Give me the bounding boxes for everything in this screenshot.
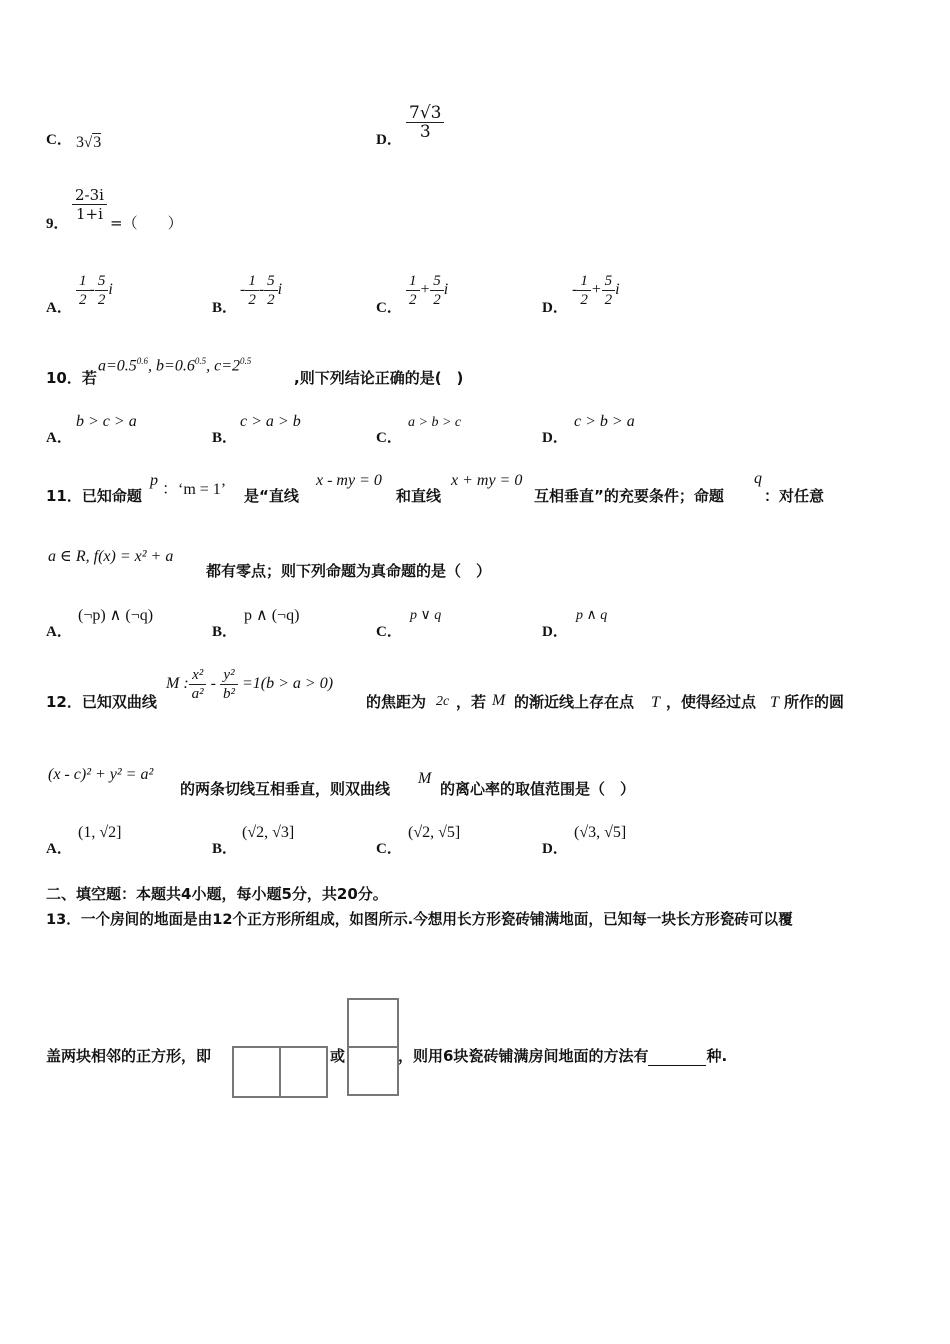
q9-denominator: 1+i [76,205,103,223]
q12-text-3: 的渐近线上存在点 [514,693,635,711]
q8-option-d-expr [406,104,444,141]
q13-or: 或 [330,1047,346,1065]
q10-option-b-label: B． [212,430,238,446]
q12-text-5: 所作的圆 [784,693,845,711]
q12-circle: (x - c)² + y² = a² [48,766,154,783]
q12-m-1: M [492,692,506,709]
q11-text-3: 互相垂直”的充要条件；命题 [534,487,724,505]
answer-blank[interactable] [648,1051,706,1066]
q12-option-a-expr: (1, √2] [78,824,122,841]
q10-option-a-label: A． [46,430,72,446]
q12-text-4: ，使得经过点 [666,693,757,711]
q8-d-numerator: 7√3 [406,104,444,123]
horizontal-tile-figure [232,1046,328,1098]
q8-option-c-label: C． [46,132,72,148]
q10-question: ,则下列结论正确的是( ) [294,369,464,387]
q9-option-d-expr: - $\frac{1}{2}$ + $\frac{5}{2}$ i [572,273,620,308]
q12-option-d-label: D． [542,841,568,857]
q11-line1: x - my = 0 [316,472,382,489]
q11-function-expr: a ∈ R, f(x) = x² + a [48,548,174,565]
q12-text-1: 的焦距为 [366,693,427,711]
q12-m-2: M [418,770,432,787]
q10-option-c-label: C． [376,430,402,446]
q11-text-1: 是“直线 [244,487,299,505]
q11-text-2: 和直线 [396,487,442,505]
q13-line-1: 13．一个房间的地面是由12个正方形所组成，如图所示.今想用长方形瓷砖铺满地面，已知每一块长方形瓷砖可以覆 [46,911,793,928]
q8-option-c-expr: 3√3 [76,134,102,151]
q9-option-a-expr: $\frac{1}{2}$ - $\frac{5}{2}$ i [76,272,113,309]
q9-option-c-label: C． [376,300,402,316]
section-2-title: 二、填空题：本题共4小题，每小题5分，共20分。 [46,885,388,903]
q12-t-2: T [770,694,779,711]
vertical-tile-figure [347,998,399,1096]
q12-option-a-label: A． [46,841,72,857]
q9-expression [72,186,107,223]
q11-text-4: ：对任意 [764,487,825,505]
q12-option-b-label: B． [212,841,238,857]
q13-line-2b-text: ，则用6块瓷砖铺满房间地面的方法有 [398,1047,649,1065]
tile-divider [349,1046,397,1048]
q11-option-d-label: D． [542,624,568,640]
q9-option-a-label: A． [46,300,72,316]
q12-option-c-expr: (√2, √5] [408,824,461,841]
q10-option-a-expr: b > c > a [76,413,137,430]
q10-expression: $a=0.5^{0.6}$, $b=0.6^{0.5}$, $c=2^{0.5}$ [98,356,252,375]
q10-option-c-expr: a > b > c [408,415,462,430]
q11-option-a-label: A． [46,624,72,640]
q8-d-denominator: 3 [419,122,431,142]
q11-option-c-expr: p ∨ q [410,608,442,623]
q11-p-condition: ：‘m = 1’ [162,481,227,498]
tile-divider [279,1048,281,1096]
q9-option-d-label: D． [542,300,568,316]
q10-option-d-expr: c > b > a [574,413,635,430]
q10-option-b-expr: c > a > b [240,413,301,430]
q12-option-d-expr: (√3, √5] [574,824,627,841]
q12-text-2: ，若 [456,693,487,711]
q11-number: 11．已知命题 [46,487,142,505]
q11-q: q [754,470,762,487]
q12-t-1: T [651,694,660,711]
q8-option-d-label: D． [376,132,402,148]
q12-text-7: 的离心率的取值范围是（ ） [440,780,636,798]
q9-number: 9． [46,216,69,232]
q12-curve: M : $\frac{\text{x²}}{\text{a²}}$ - $\frac{\text{y²}}{\text{b²}}$ =1(b > a > 0) [166,667,334,702]
q13-line-2a: 盖两块相邻的正方形，即 [46,1047,212,1065]
q9-tail: =（ ） [110,214,183,232]
q12-number: 12．已知双曲线 [46,693,157,711]
q11-option-d-expr: p ∧ q [576,608,608,623]
q11-option-b-label: B． [212,624,238,640]
q11-line2: x + my = 0 [451,472,523,489]
q11-question: 都有零点；则下列命题为真命题的是（ ） [206,562,492,580]
q13-line-2c-text: 种. [706,1047,728,1065]
q10-number: 10．若 [46,369,97,387]
q11-p: p [150,472,158,489]
q11-option-a-expr: (¬p) ∧ (¬q) [78,607,154,624]
q12-text-6: 的两条切线互相垂直，则双曲线 [180,780,391,798]
q9-option-b-label: B． [212,300,238,316]
q11-option-b-expr: p ∧ (¬q) [244,607,300,624]
q10-option-d-label: D． [542,430,568,446]
q9-numerator: 2-3i [72,186,107,205]
q13-line-2b [398,1045,727,1066]
q9-option-c-expr: $\frac{1}{2}$ + $\frac{5}{2}$ i [406,272,448,309]
q12-option-c-label: C． [376,841,402,857]
q12-focal: 2c [436,694,450,709]
q12-option-b-expr: (√2, √3] [242,824,295,841]
q9-option-b-expr: - $\frac{1}{2}$ - $\frac{5}{2}$ i [240,273,283,308]
q11-option-c-label: C． [376,624,402,640]
